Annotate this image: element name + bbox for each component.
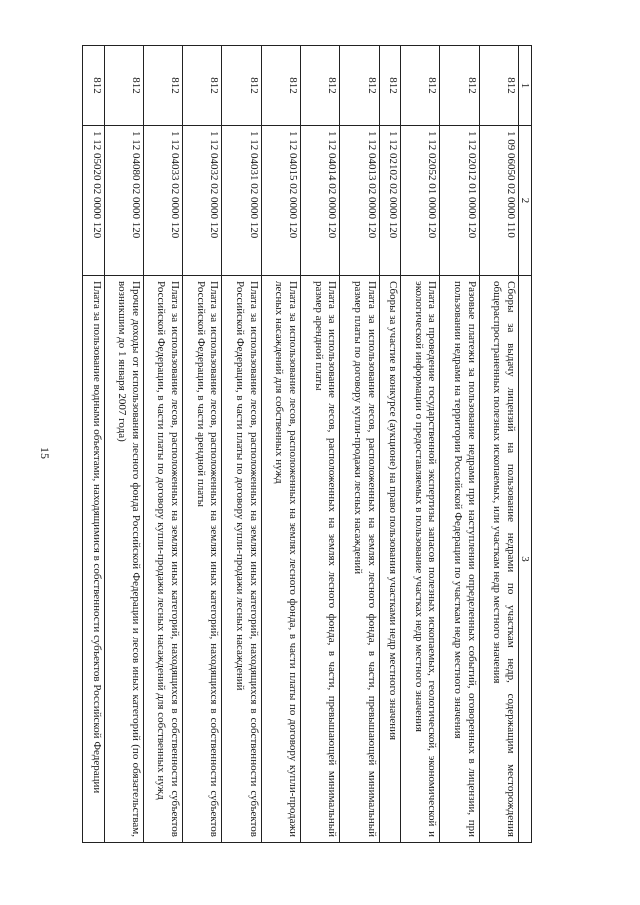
description-cell: Плата за пользование водными объектами, находящимися в собственности субъектов Российской Федерации	[83, 276, 105, 843]
kbk-code-cell: 1 12 05020 02 0000 120	[83, 126, 105, 276]
rotated-table-container	[82, 45, 532, 843]
description-cell: Прочие доходы от использования лесного фонда Российской Федерации и лесов иных категорий (по обязательствам, возникшим до 1 января 2007 года)	[104, 276, 143, 843]
admin-code-cell: 812	[479, 46, 518, 126]
kbk-code-cell: 1 12 04031 02 0000 120	[222, 126, 261, 276]
admin-code-cell: 812	[301, 46, 340, 126]
description-cell: Разовые платежи за пользование недрами при наступлении определенных событий, оговоренных в лицензии, при пользовании недрами на территории Российской Федерации по участкам недр местного значения	[440, 276, 479, 843]
kbk-code-cell: 1 12 04032 02 0000 120	[183, 126, 222, 276]
description-cell: Сборы за выдачу лицензий на пользование недрами по участкам недр, содержащим месторождения общераспространенных полезных ископаемых, или участкам недр местного значения	[479, 276, 518, 843]
description-cell: Плата за использование лесов, расположенных на землях лесного фонда, в части платы по договору купли-продажи лесных насаждений для собственных нужд	[261, 276, 300, 843]
page-number: 15	[38, 447, 52, 459]
description-cell: Плата за использование лесов, расположенных на землях иных категорий, находящихся в собственности субъектов Российской Федерации, в части арендной платы	[183, 276, 222, 843]
table-row	[104, 46, 143, 843]
table-row	[479, 46, 518, 843]
table-row	[83, 46, 105, 843]
column-header-3: 3	[519, 276, 532, 843]
kbk-code-cell: 1 12 02102 02 0000 120	[379, 126, 401, 276]
table-row	[143, 46, 182, 843]
admin-code-cell: 812	[440, 46, 479, 126]
description-cell: Сборы за участие в конкурсе (аукционе) на право пользования участками недр местного значения	[379, 276, 401, 843]
table-row	[301, 46, 340, 843]
description-cell: Плата за использование лесов, расположенных на землях иных категорий, находящихся в собственности субъектов Российской Федерации, в части платы по договору купли-продажи лесных насаждений для собственных нужд	[143, 276, 182, 843]
table-row	[340, 46, 379, 843]
admin-code-cell: 812	[379, 46, 401, 126]
table-row	[401, 46, 440, 843]
description-cell: Плата за использование лесов, расположенных на землях иных категорий, находящихся в собственности субъектов Российской Федерации, в части платы по договору купли-продажи лесных насаждений	[222, 276, 261, 843]
admin-code-cell: 812	[143, 46, 182, 126]
table-row	[222, 46, 261, 843]
column-header-1: 1	[519, 46, 532, 126]
kbk-code-cell: 1 12 04015 02 0000 120	[261, 126, 300, 276]
kbk-code-cell: 1 12 02052 01 0000 120	[401, 126, 440, 276]
description-cell: Плата за использование лесов, расположенных на землях лесного фонда, в части, превышающей минимальный размер платы по договору купли-продажи лесных насаждений	[340, 276, 379, 843]
revenue-codes-table	[82, 45, 532, 843]
table-row	[261, 46, 300, 843]
admin-code-cell: 812	[261, 46, 300, 126]
admin-code-cell: 812	[83, 46, 105, 126]
table-row	[440, 46, 479, 843]
admin-code-cell: 812	[401, 46, 440, 126]
header-row	[519, 46, 532, 843]
admin-code-cell: 812	[340, 46, 379, 126]
kbk-code-cell: 1 09 06050 02 0000 110	[479, 126, 518, 276]
admin-code-cell: 812	[183, 46, 222, 126]
column-header-2: 2	[519, 126, 532, 276]
description-cell: Плата за использование лесов, расположенных на землях лесного фонда, в части, превышающей минимальный размер арендной платы	[301, 276, 340, 843]
admin-code-cell: 812	[222, 46, 261, 126]
kbk-code-cell: 1 12 04013 02 0000 120	[340, 126, 379, 276]
kbk-code-cell: 1 12 04033 02 0000 120	[143, 126, 182, 276]
kbk-code-cell: 1 12 04014 02 0000 120	[301, 126, 340, 276]
table-row	[183, 46, 222, 843]
table-row	[379, 46, 401, 843]
description-cell: Плата за проведение государственной экспертизы запасов полезных ископаемых, геологической, экономической и экологической информации о предоставляемых в пользование участках недр местного значения	[401, 276, 440, 843]
admin-code-cell: 812	[104, 46, 143, 126]
kbk-code-cell: 1 12 04080 02 0000 120	[104, 126, 143, 276]
kbk-code-cell: 1 12 02012 01 0000 120	[440, 126, 479, 276]
